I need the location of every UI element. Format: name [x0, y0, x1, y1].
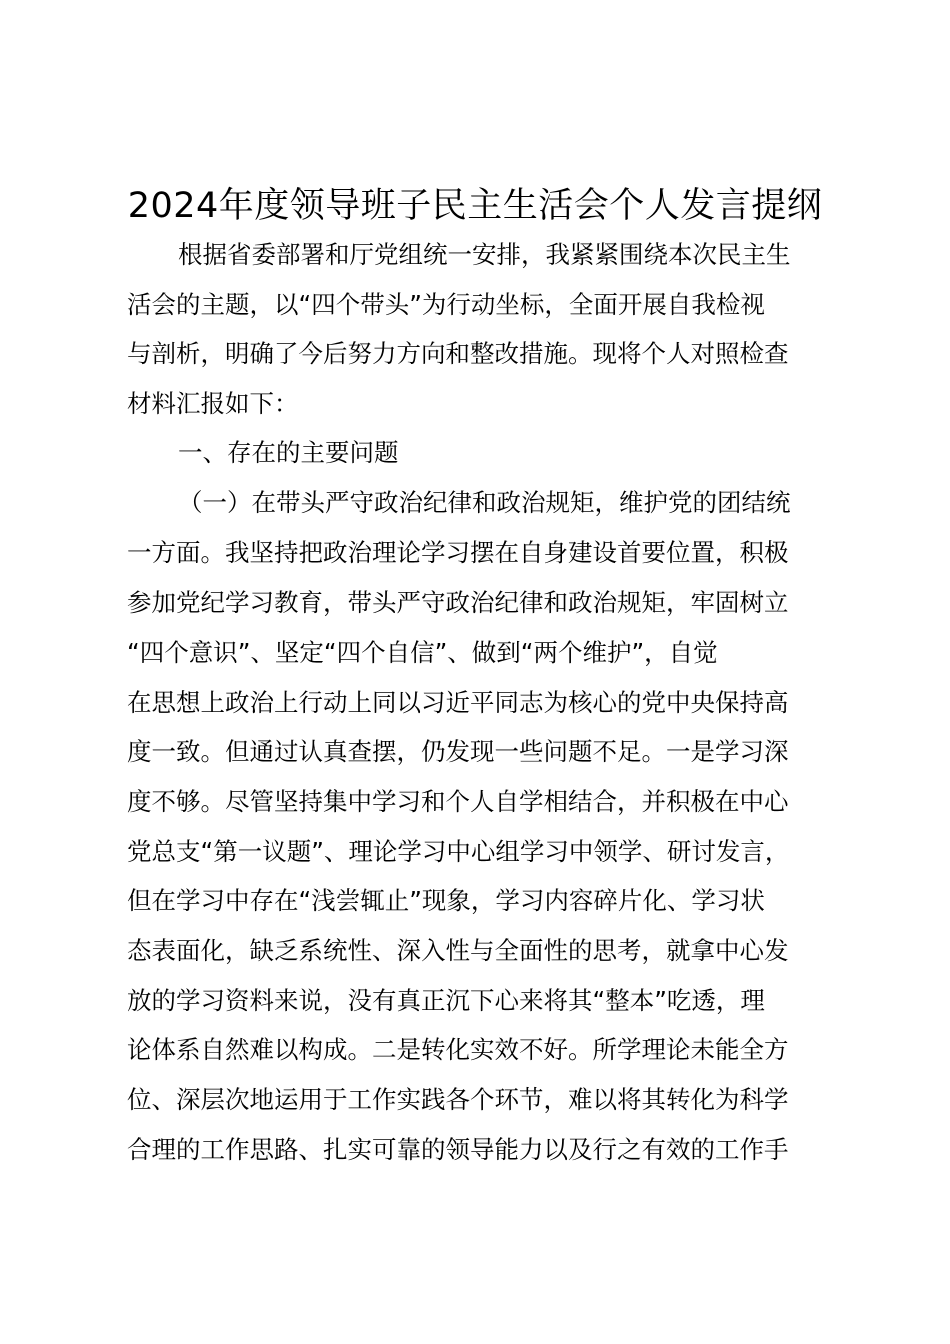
paragraph-line: 根据省委部署和厅党组统一安排，我紧紧围绕本次民主生	[178, 240, 791, 269]
paragraph-line: 在思想上政治上行动上同以习近平同志为核心的党中央保持高	[127, 688, 789, 717]
paragraph-line: （一）在带头严守政治纪律和政治规矩，维护党的团结统	[178, 488, 791, 517]
paragraph-line: 度一致。但通过认真查摆，仍发现一些问题不足。一是学习深	[127, 737, 789, 766]
section-heading: 一、存在的主要问题	[178, 438, 399, 467]
paragraph-line: 党总支“第一议题”、理论学习中心组学习中领学、研讨发言，	[127, 837, 790, 866]
paragraph-line: 位、深层次地运用于工作实践各个环节，难以将其转化为科学	[127, 1085, 789, 1114]
paragraph-line: 与剖析，明确了今后努力方向和整改措施。现将个人对照检查	[127, 339, 789, 368]
paragraph-line: 态表面化，缺乏系统性、深入性与全面性的思考，就拿中心发	[127, 936, 789, 965]
paragraph-line: “四个意识”、坚定“四个自信”、做到“两个维护”，自觉	[127, 638, 718, 667]
paragraph-line: 放的学习资料来说，没有真正沉下心来将其“整本”吃透，理	[127, 986, 765, 1015]
paragraph-line: 度不够。尽管坚持集中学习和个人自学相结合，并积极在中心	[127, 787, 789, 816]
paragraph-line: 参加党纪学习教育，带头严守政治纪律和政治规矩，牢固树立	[127, 588, 789, 617]
paragraph-line: 合理的工作思路、扎实可靠的领导能力以及行之有效的工作手	[127, 1135, 789, 1164]
paragraph-line: 论体系自然难以构成。二是转化实效不好。所学理论未能全方	[127, 1035, 789, 1064]
paragraph-line: 但在学习中存在“浅尝辄止”现象，学习内容碎片化、学习状	[127, 886, 765, 915]
paragraph-line: 一方面。我坚持把政治理论学习摆在自身建设首要位置，积极	[127, 538, 789, 567]
document-title: 2024年度领导班子民主生活会个人发言提纲	[127, 186, 823, 226]
paragraph-line: 材料汇报如下：	[127, 389, 299, 418]
paragraph-line: 活会的主题，以“四个带头”为行动坐标，全面开展自我检视	[127, 290, 765, 319]
